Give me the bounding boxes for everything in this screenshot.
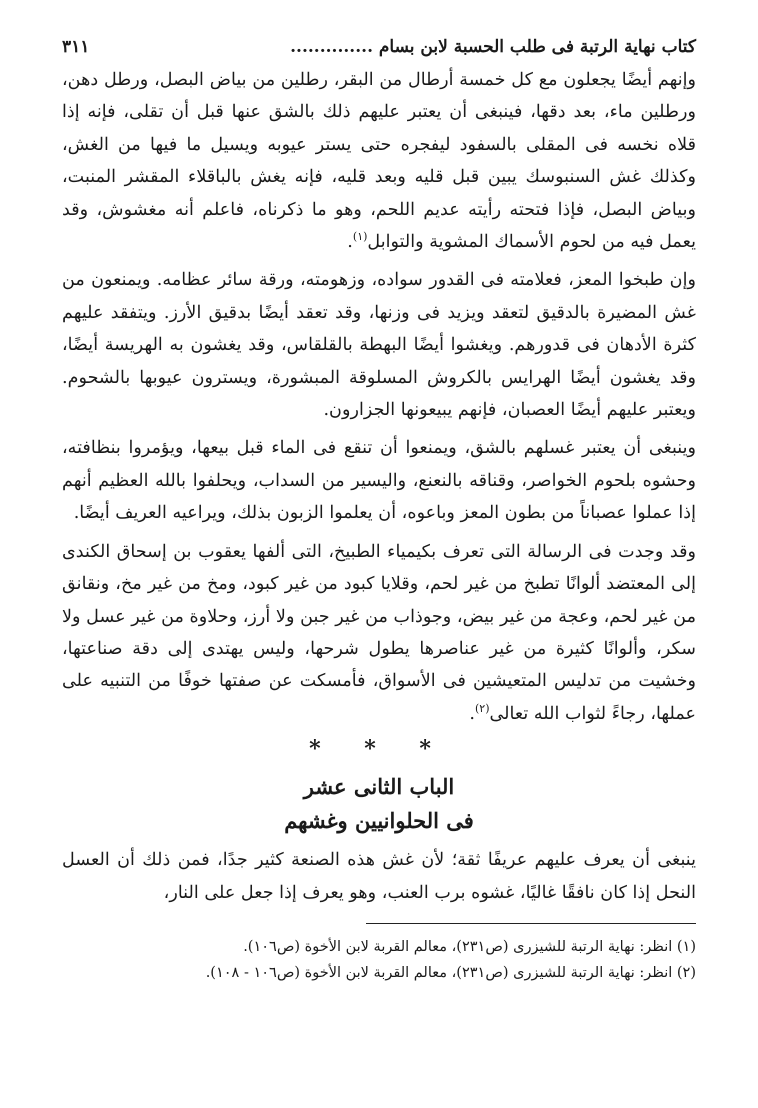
- chapter-subtitle: فى الحلوانيين وغشهم: [284, 808, 474, 834]
- paragraph-end: .: [469, 703, 475, 724]
- paragraph-end: .: [347, 232, 353, 253]
- body-paragraph: [62, 64, 696, 258]
- body-paragraph: [62, 536, 696, 730]
- footnote-rule: [366, 923, 696, 924]
- paragraph-text: وينبغى أن يعتبر غسلهم بالشق، ويمنعوا أن تنقع فى الماء قبل بيعها، ويؤمروا بنظافته، وحشوه بلحوم الخواصر، وقناقه بالنعنع، واليسير من السداب، ويحلفوا بالله العظيم أنهم إذا عملوا عصباناً من بطون المعز وباعوه، أن يعلموا الزبون بذلك، ويراعيه العريف أيضًا.: [62, 438, 696, 524]
- running-header-title: كتاب نهاية الرتبة فى طلب الحسبة لابن بسام ..............: [290, 37, 696, 57]
- chapter-title: الباب الثانى عشر: [303, 774, 455, 800]
- footnote: (٢) انظر: نهاية الرتبة للشيزرى (ص٢٣١)، معالم القربة لابن الأخوة (ص١٠٦ - ١٠٨).: [205, 964, 696, 981]
- paragraph-text: وإن طبخوا المعز، فعلامته فى القدور سواده، وزهومته، ورقة سائر عظامه. ويمنعون من غش المضيرة بالدقيق لتعقد ويزيد فى وزنها، وقد تعقد أيضًا بدقيق الأرز. ويتفقد عليهم كثرة الأدهان فى قدورهم. ويغشوا أيضًا البهطة بالقلقاس، وقد يغشون به الهريسة أيضًا، وقد يغشون أيضًا الهرايس بالكروش المسلوقة المبشورة، ويسترون عيوبها بالشحوم. ويعتبر عليهم أيضًا العصبان، فإنهم يبيعونها الجزارون.: [62, 270, 696, 421]
- section-separator: * * *: [309, 736, 449, 763]
- footnote-marker[interactable]: (٢): [474, 701, 490, 715]
- paragraph-text: وقد وجدت فى الرسالة التى تعرف بكيمياء الطبيخ، التى ألفها يعقوب بن إسحاق الكندى إلى المعتضد ألوانًا تطبخ من غير لحم، وقلايا كبود من غير كبود، ومخ من غير مخ، ونقانق من غير لحم، وعجة من غير بيض، وجوذاب من غير جبن ولا أرز، وحلاوة من غير عسل ولا سكر، وألوانًا كثيرة من غير عناصرها يطول شرحها، وليس يهتدى إلى دقة صناعتها، وخشيت من تدليس المتعيشين فى الأسواق، فأمسكت عن صفتها خوفًا من التنبيه على عملها، رجاءً لثواب الله تعالى: [62, 541, 696, 724]
- paragraph-text: وإنهم أيضًا يجعلون مع كل خمسة أرطال من البقر، رطلين من بياض البصل، ورطل دهن، ورطلين ماء، بعد دقها، فينبغى أن يعتبر عليهم ذلك بالشق عنها قبل أن تقلى، فإنه إذا قلاه نخسه فى المقلى بالسفود ليفجره حتى يستر عيوبه ويسيل ما فيها من الغش، وكذلك غش السنبوسك يبين قبل قليه وبعد قليه، فإنه يغش بالباقلاء المقشر المنبت، وبياض البصل، فإذا فتحته رأيته عديم اللحم، وهو ما ذكرناه، فاعلم أنه مغشوش، وقد يعمل فيه من لحوم الأسماك المشوية والتوابل: [62, 70, 696, 253]
- running-header: [62, 34, 696, 60]
- chapter-paragraph: ينبغى أن يعرف عليهم عريفًا ثقة؛ لأن غش هذه الصنعة كثير جدًا، فمن ذلك أن العسل النحل إذا كان نافقًا غاليًا، غشوه برب العنب، وهو يعرف إذا جعل على النار،: [62, 850, 696, 903]
- body-paragraph: [62, 264, 696, 426]
- body-paragraph: [62, 432, 696, 529]
- footnote-marker[interactable]: (١): [352, 230, 368, 244]
- footnote: (١) انظر: نهاية الرتبة للشيزرى (ص٢٣١)، معالم القربة لابن الأخوة (ص١٠٦).: [243, 938, 696, 955]
- page-number: ٣١١: [62, 37, 90, 57]
